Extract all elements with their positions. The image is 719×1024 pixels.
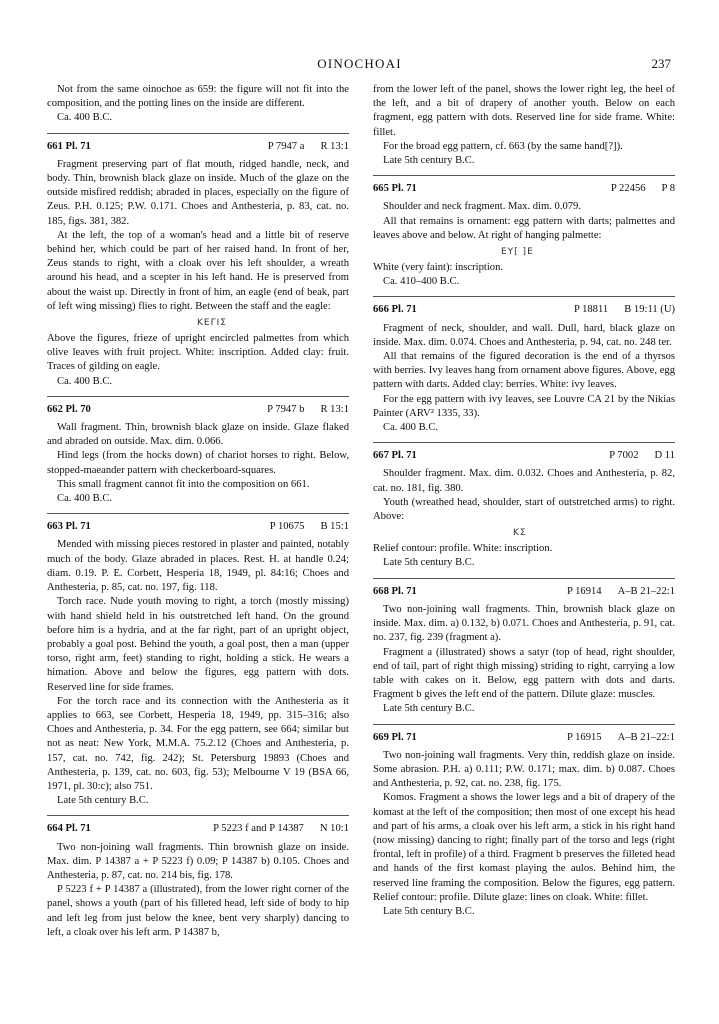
entry-668-date: Late 5th century B.C.: [383, 703, 475, 715]
entry-664-heading: [47, 815, 349, 836]
entry-667-heading: [373, 442, 675, 463]
entry-668-number: 668 Pl. 71: [373, 585, 417, 597]
intro-date: Ca. 400 B.C.: [57, 112, 113, 124]
entry-662-heading: [47, 396, 349, 417]
entry-666-comparison: For the egg pattern with ivy leaves, see Louvre CA 21 by the Nikias Painter (ARV² 1335, 33).: [373, 393, 675, 419]
entry-666-number: 666 Pl. 71: [373, 304, 417, 316]
entry-664-number: 664 Pl. 71: [47, 823, 91, 835]
entry-665-date: Ca. 410–400 B.C.: [383, 276, 460, 288]
entry-664-deposit: N 10:1: [319, 823, 349, 835]
entry-667-inventory: P 7002: [609, 450, 639, 462]
entry-663-scene: Torch race. Nude youth moving to right, a torch (mostly missing) with hand shield held in his outstretched left hand. On the ground before him is a hydria, and at the far right, part of an upright object, probably a goal post. Behind the youth, a goal post, then a man (upper torso, right arm, feet) standing to right, holding a stick. He wears a himation. Above and below the figures, egg pattern with dots. Reserved line for side frames.: [47, 596, 349, 693]
entry-662-deposit: R 13:1: [320, 403, 349, 415]
entry-664-continued: from the lower left of the panel, shows the lower right leg, the heel of the left, and a bit of drapery of another youth. Below on each fragment, egg pattern with dots. Reserved line for side frame. White: fillet.: [373, 84, 675, 138]
entry-662-date: Ca. 400 B.C.: [57, 493, 113, 505]
entry-669-scene: Komos. Fragment a shows the lower legs and a bit of drapery of the komast at the left of the composition; then most of one except his head and part of his arms, a cloak over his left arm, a stick in his right hand (now missing) dancing to right; finally part of the torso and legs (right frontal, left in profile) of a third. Fragment b preserves the filleted head and hands of the first komast playing the aulos. Behind him, the reserved line framing the composition. Below the figures, egg pattern. Relief contour: profile. Dilute glaze: lines on cloak. White: fillet.: [373, 792, 675, 903]
entry-666-date: Ca. 400 B.C.: [383, 422, 439, 434]
entry-669-heading: [373, 724, 675, 745]
intro-paragraph: Not from the same oinochoe as 659: the figure will not fit into the composition, and the potting lines on the inside are different.: [47, 84, 349, 110]
entry-663-heading: [47, 513, 349, 534]
entry-661-description: Fragment preserving part of flat mouth, ridged handle, neck, and body. Thin, brownish black glaze on inside. Much of the glaze on the outside misfired reddish; abraded in places, especially on the figure of Zeus. P.H. 0.125; P.W. 0.171. Choes and Anthesteria, p. 83, cat. no. 185, figs. 381, 382.: [47, 158, 349, 227]
left-column: [47, 83, 349, 940]
running-head: [0, 56, 719, 76]
entry-667-date: Late 5th century B.C.: [383, 557, 475, 569]
entry-668-inventory: P 16914: [566, 585, 602, 597]
entry-661-heading: [47, 133, 349, 154]
entry-669-description: Two non-joining wall fragments. Very thin, reddish glaze on inside. Some abrasion. P.H. a) 0.111; P.W. 0.171; max. dim. b) 0.087. Choes and Anthesteria, p. 92, cat. no. 238, fig. 175.: [373, 749, 675, 790]
entry-665-inventory: P 22456: [610, 183, 646, 195]
entry-661-date: Ca. 400 B.C.: [57, 375, 113, 387]
entry-665-ornament: All that remains is ornament: egg pattern with darts; palmettes and leaves above and below. At right of hanging palmette:: [373, 215, 675, 241]
entry-666-description: Fragment of neck, shoulder, and wall. Dull, hard, black glaze on inside. Max. dim. 0.074. Choes and Anthesteria, p. 94, cat. no. 248 ter.: [373, 322, 675, 348]
entry-661-ornament: Above the figures, frieze of upright encircled palmettes from which olive leaves with fruit project. White: inscription. Added clay: fruit. Traces of gilding on eagle.: [47, 333, 349, 373]
entry-666-inventory: P 18811: [573, 304, 609, 316]
entry-661-inventory: P 7947 a: [267, 140, 305, 152]
page-number: 237: [651, 56, 671, 71]
entry-665-number: 665 Pl. 71: [373, 183, 417, 195]
right-column: [373, 83, 675, 926]
entry-664-egg-pattern-note: For the broad egg pattern, cf. 663 (by the same hand[?]).: [383, 140, 623, 152]
entry-661-scene: At the left, the top of a woman's head and a little bit of reserve behind her, which could be part of her raised hand. In front of her, Zeus stands to right, with a cloak over his left shoulder, a wreath around his head, and a scepter in his left hand. He is preserved from about the waist up. Directly in front of him, an eagle (end of beak, part of left wing missing) flies to right. Between the staff and the eagle:: [47, 229, 349, 312]
entry-667-scene: Youth (wreathed head, shoulder, start of outstretched arms) to right. Above:: [373, 496, 675, 523]
entry-665-description: Shoulder and neck fragment. Max. dim. 0.079.: [383, 201, 582, 213]
entry-664-date: Late 5th century B.C.: [383, 155, 475, 167]
entry-661-inscription-sketch: [47, 316, 349, 330]
entry-669-inventory: P 16915: [566, 731, 602, 743]
entry-661-deposit: R 13:1: [320, 140, 349, 152]
entry-663-number: 663 Pl. 71: [47, 521, 91, 533]
entry-663-references: For the torch race and its connection with the Anthesteria as it applies to 663, see Corbett, Hesperia 18, 1949, pp. 315–316; also Choes and Anthesteria, p. 34. For the egg pattern, see 664; similar but not as neat: New York, M.M.A. 75.2.12 (Choes and Anthesteria, p. 157, cat. no. 742, fig. 242); St. Petersburg 19893 (Choes and Anthesteria, p. 139, cat. no. 603, fig. 53); Melbourne V 19 (BSA 66, 1971, pl. 30:c); also 751.: [47, 695, 349, 792]
entry-663-deposit: B 15:1: [320, 521, 349, 533]
entry-662-note: This small fragment cannot fit into the composition on 661.: [57, 478, 310, 490]
entry-663-date: Late 5th century B.C.: [57, 795, 149, 807]
entry-665-deposit: P 8: [661, 183, 675, 195]
entry-664-description: Two non-joining wall fragments. Thin brownish glaze on inside. Max. dim. P 14387 a + P 5223 f) 0.09; P 14387 b) 0.105. Choes and Anthesteria, p. 87, cat. no. 214 bis, fig. 178.: [47, 841, 349, 881]
entry-666-heading: [373, 296, 675, 317]
entry-664-inventory: P 5223 f and P 14387: [213, 823, 304, 835]
entry-666-scene: All that remains of the figured decoration is the end of a thyrsos with berries. Ivy leaves hang from ornament above figures. Above, egg pattern with darts. Added clay: berries. White: ivy leaves.: [373, 351, 675, 391]
entry-664-scene: P 5223 f + P 14387 a (illustrated), from the lower right corner of the panel, shows a youth (part of his filleted head, left side of body to hip and left leg from just below the knee, bent very sharply) dancing to left, a cloak over his left arm. P 14387 b,: [47, 884, 349, 938]
entry-662-inventory: P 7947 b: [267, 403, 305, 415]
entry-661-number: 661 Pl. 71: [47, 140, 91, 152]
entry-662-description: Wall fragment. Thin, brownish black glaze on inside. Glaze flaked and abraded on outside. Max. dim. 0.066.: [47, 422, 349, 448]
running-title: OINOCHOAI: [317, 56, 402, 71]
entry-669-deposit: A–B 21–22:1: [617, 731, 675, 743]
inscription-sketch-text: ΚΣ: [513, 528, 527, 539]
entry-662-number: 662 Pl. 70: [47, 403, 91, 415]
entry-662-scene: Hind legs (from the hocks down) of chariot horses to right. Below, stopped-maeander pattern with checkerboard-squares.: [47, 450, 349, 476]
entry-666-deposit: B 19:11 (U): [624, 304, 675, 316]
entry-665-inscription-sketch: [373, 245, 675, 259]
entry-667-inscription-sketch: [373, 526, 675, 540]
entry-668-scene: Fragment a (illustrated) shows a satyr (top of head, right shoulder, end of tail, part of right thigh missing) striding to right, carrying a low table with cakes on it. Below, egg pattern with dots and darts. Fragment b gives the left end of the pattern. Dilute glaze: muscles.: [373, 646, 675, 701]
entry-667-number: 667 Pl. 71: [373, 450, 417, 462]
entry-665-technique: White (very faint): inscription.: [373, 262, 504, 274]
entry-668-heading: [373, 578, 675, 599]
inscription-sketch-text: ΚΕΓΙΣ: [197, 318, 227, 329]
inscription-sketch-text: ΕΥ[ ]Ε: [501, 247, 534, 258]
entry-669-number: 669 Pl. 71: [373, 731, 417, 743]
entry-667-technique: Relief contour: profile. White: inscription.: [373, 543, 553, 555]
entry-667-description: Shoulder fragment. Max. dim. 0.032. Choes and Anthesteria, p. 82, cat. no. 181, fig. 380.: [373, 468, 675, 494]
entry-663-description: Mended with missing pieces restored in plaster and painted, notably much of the body. Glaze abraded in places. Rest. H. at handle 0.24; diam. 0.19. P. E. Corbett, Hesperia 18, 1949, pl. 84:16; Choes and Anthesteria, p. 85, cat. no. 197, fig. 118.: [47, 539, 349, 594]
entry-668-deposit: A–B 21–22:1: [617, 585, 675, 597]
entry-668-description: Two non-joining wall fragments. Thin, brownish black glaze on inside. Max. dim. a) 0.132, b) 0.071. Choes and Anthesteria, p. 91, cat. no. 237, fig. 239 (fragment a).: [373, 603, 675, 644]
entry-667-deposit: D 11: [654, 450, 675, 462]
entry-669-date: Late 5th century B.C.: [383, 905, 475, 917]
entry-663-inventory: P 10675: [269, 521, 305, 533]
entry-665-heading: [373, 175, 675, 196]
